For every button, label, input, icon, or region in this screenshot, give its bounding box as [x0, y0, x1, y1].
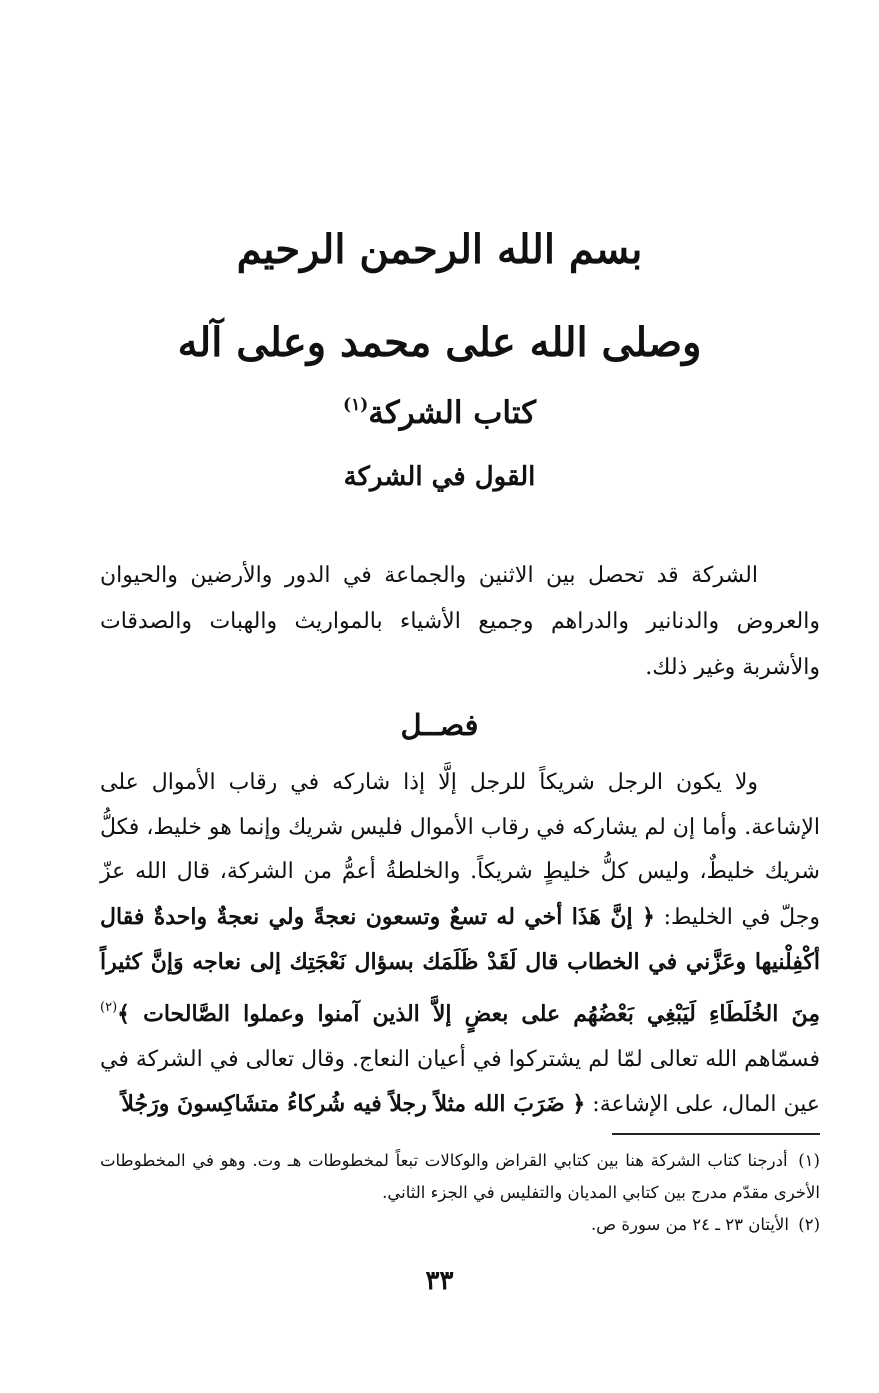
paragraph-1: الشركة قد تحصل بين الاثنين والجماعة في الدور والأرضين والحيوان والعروض والدنانير والدراهم وجميع الأشياء بالمواريث والهبات والصدقات والأشربة وغير ذلك.: [100, 563, 820, 680]
footnote-1-text: أدرجنا كتاب الشركة هنا بين كتابي القراض والوكالات تبعاً لمخطوطات هـ وت. وهو في المخطوطات الأخرى مقدّم مدرج بين كتابي المديان والتفليس في الجزء الثاني.: [100, 1151, 820, 1202]
paragraph-2-text-2: فسمّاهم الله تعالى لمّا لم يشتركوا في أعيان النعاج. وقال تعالى في الشركة في عين المال، على الإشاعة:: [100, 1046, 820, 1118]
footnote-ref-1[interactable]: (١): [343, 395, 369, 415]
page-number: ٣٣: [425, 1266, 454, 1296]
paragraph-2-text-1: ولا يكون الرجل شريكاً للرجل إلَّا إذا شاركه في رقاب الأموال على الإشاعة. وأما إن لم يشاركه في رقاب الأموال فليس شريك وإنما هو خليط، فكلُّ شريك خليطٌ، وليس كلُّ خليطٍ شريكاً. والخلطةُ أعمُّ من الشركة، قال الله عزّ وجلّ في الخليط:: [100, 770, 820, 930]
paragraph-2: [100, 761, 820, 1128]
footnote-1: [100, 1145, 820, 1209]
book-title: [0, 383, 879, 435]
basmala-heading: بسم الله الرحمن الرحيم: [236, 226, 643, 273]
footnote-divider: [612, 1133, 820, 1135]
quran-quote-2: ﴿ ضَرَبَ الله مثلاً رجلاً فيه شُركاءُ متشَاكِسونَ ورَجُلاً: [121, 1091, 586, 1118]
footnote-2-text: الأيتان ٢٣ ـ ٢٤ من سورة ص.: [590, 1215, 789, 1234]
section-title: القول في الشركة: [343, 462, 536, 492]
footnote-2-number: (٢): [798, 1215, 820, 1234]
footnotes: [100, 1145, 820, 1241]
book-title-text: كتاب الشركة: [368, 395, 536, 431]
footnote-2: [100, 1209, 820, 1241]
footnote-1-number: (١): [798, 1151, 820, 1170]
salawat-heading: وصلى الله على محمد وعلى آله: [177, 319, 702, 366]
footnote-ref-2[interactable]: (٢): [100, 999, 118, 1015]
fasl-heading: فصــل: [400, 708, 479, 742]
quran-quote-1: ﴿ إنَّ هَذَا أخي له تسعٌ وتسعون نعجةً ولي نعجةٌ واحدةٌ فقال أكْفِلْنيها وعَزَّني في الخطاب قال لَقَدْ ظَلَمَك بسؤال نَعْجَتِك إلى نعاجه وَإنَّ كثيراً مِنَ الخُلَطَاءِ لَيَبْغِي بَعْضُهُم على بعضٍ إلاَّ الذين آمنوا وعملوا الصَّالحات ﴾: [100, 903, 820, 1027]
